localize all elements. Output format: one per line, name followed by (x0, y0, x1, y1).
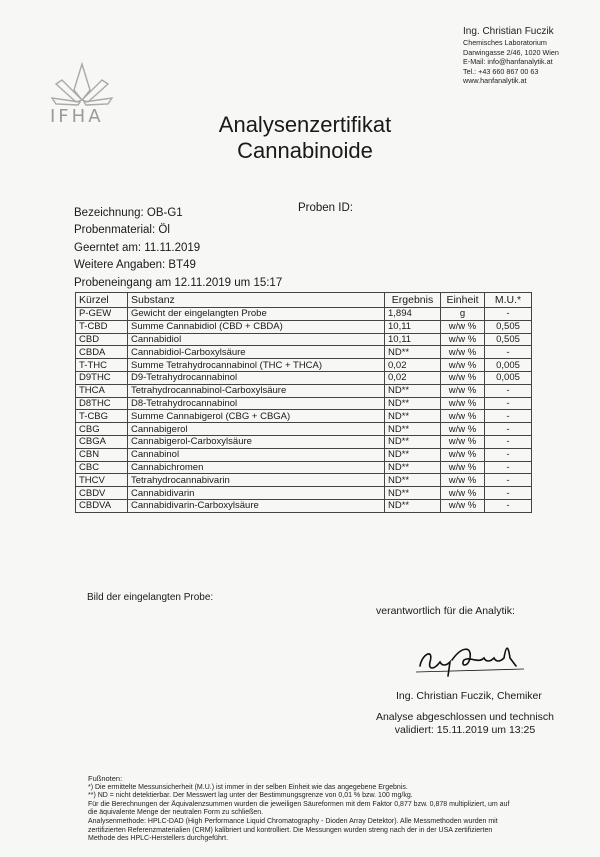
proben-id: Proben ID: (298, 202, 353, 214)
footnote-line: Analysenmethode: HPLC-DAD (High Performance Liquid Chromatography - Dioden Array Detektor). Alle Messmethoden wurden mit (88, 817, 498, 825)
table-row (76, 423, 532, 436)
lab-email: E-Mail: info@hanfanalytik.at (463, 57, 553, 67)
table-row (76, 448, 532, 461)
substanz-cell: Cannabigerol (128, 423, 385, 436)
ergebnis-cell: ND** (385, 487, 441, 500)
einheit-cell: w/w % (441, 333, 485, 346)
kuerzel-cell: CBN (76, 448, 128, 461)
footnote-line: Für die Berechnungen der Äquivalenzsummen wurden die jeweiligen Säureformen mit dem Faktor 0,877 bzw. 0,878 multipliziert, um auf (88, 800, 510, 808)
mu-cell: 0,505 (485, 320, 532, 333)
footnote-line: zertifizierten Referenzmaterialien (CRM) kalibriert und kontrolliert. Die Messungen wurden streng nach der in der USA zertifizierten (88, 826, 493, 834)
kuerzel-cell: CBDVA (76, 499, 128, 512)
geerntet: Geerntet am: 11.11.2019 (74, 241, 201, 254)
analysis-validation (0, 711, 600, 737)
ergebnis-cell: ND** (385, 461, 441, 474)
substanz-cell: Cannabidiol (128, 333, 385, 346)
substanz-cell: D9-Tetrahydrocannabinol (128, 371, 385, 384)
substanz-cell: Summe Cannabidiol (CBD + CBDA) (128, 320, 385, 333)
responsible-label: verantwortlich für die Analytik: (376, 605, 515, 617)
table-row (76, 308, 532, 321)
header-substanz: Substanz (128, 293, 385, 308)
mu-cell: 0,505 (485, 333, 532, 346)
kuerzel-cell: THCA (76, 384, 128, 397)
table-row (76, 435, 532, 448)
footnote-line: Methode des HPLC-Herstellers durchgeführt. (88, 835, 229, 843)
kuerzel-cell: CBG (76, 423, 128, 436)
substanz-cell: Cannabidiol-Carboxylsäure (128, 346, 385, 359)
analysis-line-1: Analyse abgeschlossen und technisch (375, 711, 555, 723)
header-mu: M.U.* (485, 293, 532, 308)
ergebnis-cell: ND** (385, 397, 441, 410)
mu-cell: - (485, 308, 532, 321)
substanz-cell: Cannabidivarin-Carboxylsäure (128, 499, 385, 512)
mu-cell: - (485, 397, 532, 410)
ergebnis-cell: 1,894 (385, 308, 441, 321)
mu-cell: 0,005 (485, 359, 532, 372)
title-line-1: Analysenzertifikat (218, 112, 392, 137)
einheit-cell: w/w % (441, 346, 485, 359)
mu-cell: - (485, 423, 532, 436)
mu-cell: - (485, 461, 532, 474)
mu-cell: - (485, 474, 532, 487)
mu-cell: - (485, 487, 532, 500)
lab-name: Ing. Christian Fuczik (463, 26, 554, 37)
substanz-cell: Gewicht der eingelangten Probe (128, 308, 385, 321)
einheit-cell: w/w % (441, 320, 485, 333)
ergebnis-cell: ND** (385, 384, 441, 397)
kuerzel-cell: D8THC (76, 397, 128, 410)
weitere-angaben: Weitere Angaben: BT49 (74, 259, 196, 272)
table-row (76, 371, 532, 384)
ergebnis-cell: ND** (385, 474, 441, 487)
table-row (76, 359, 532, 372)
ergebnis-cell: 10,11 (385, 320, 441, 333)
kuerzel-cell: CBDV (76, 487, 128, 500)
table-row (76, 346, 532, 359)
header-ergebnis: Ergebnis (385, 293, 441, 308)
kuerzel-cell: T-THC (76, 359, 128, 372)
einheit-cell: w/w % (441, 435, 485, 448)
signature (412, 636, 532, 681)
ergebnis-cell: 10,11 (385, 333, 441, 346)
kuerzel-cell: CBD (76, 333, 128, 346)
analysis-line-2: validiert: 15.11.2019 um 13:25 (394, 724, 536, 736)
einheit-cell: w/w % (441, 410, 485, 423)
ergebnis-cell: 0,02 (385, 359, 441, 372)
footnotes (88, 775, 598, 844)
lab-line: Chemisches Laboratorium (463, 38, 547, 47)
mu-cell: - (485, 499, 532, 512)
mu-cell: - (485, 346, 532, 359)
substanz-cell: Tetrahydrocannabinol-Carboxylsäure (128, 384, 385, 397)
einheit-cell: w/w % (441, 474, 485, 487)
sample-image-label: Bild der eingelangten Probe: (87, 592, 214, 603)
kuerzel-cell: P-GEW (76, 308, 128, 321)
einheit-cell: w/w % (441, 359, 485, 372)
footnote-line: die äquivalente Menge der neutralen Form zu schließen. (88, 809, 264, 817)
substanz-cell: Tetrahydrocannabivarin (128, 474, 385, 487)
mu-cell: - (485, 384, 532, 397)
probeneingang: Probeneingang am 12.11.2019 um 15:17 (74, 276, 283, 289)
ergebnis-cell: ND** (385, 499, 441, 512)
lab-phone: Tel.: +43 660 867 00 63 (463, 66, 539, 76)
mu-cell: - (485, 435, 532, 448)
lab-line: Darwingasse 2/46, 1020 Wien (463, 47, 559, 57)
kuerzel-cell: T-CBG (76, 410, 128, 423)
kuerzel-cell: D9THC (76, 371, 128, 384)
einheit-cell: w/w % (441, 384, 485, 397)
table-row (76, 410, 532, 423)
substanz-cell: Summe Cannabigerol (CBG + CBGA) (128, 410, 385, 423)
einheit-cell: w/w % (441, 461, 485, 474)
header-kuerzel: Kürzel (76, 293, 128, 308)
mu-cell: - (485, 410, 532, 423)
table-row (76, 461, 532, 474)
substanz-cell: D8-Tetrahydrocannabinol (128, 397, 385, 410)
substanz-cell: Summe Tetrahydrocannabinol (THC + THCA) (128, 359, 385, 372)
ergebnis-cell: ND** (385, 435, 441, 448)
einheit-cell: w/w % (441, 448, 485, 461)
einheit-cell: w/w % (441, 487, 485, 500)
table-row (76, 320, 532, 333)
einheit-cell: w/w % (441, 397, 485, 410)
table-header-row (76, 293, 532, 308)
bezeichnung: Bezeichnung: OB-G1 (74, 207, 183, 219)
table-row (76, 487, 532, 500)
sample-info (74, 205, 282, 292)
ergebnis-cell: ND** (385, 410, 441, 423)
ergebnis-cell: ND** (385, 423, 441, 436)
substanz-cell: Cannabigerol-Carboxylsäure (128, 435, 385, 448)
chemist-name: Ing. Christian Fuczik, Chemiker (396, 690, 542, 702)
kuerzel-cell: THCV (76, 474, 128, 487)
probenmaterial: Probenmaterial: Öl (74, 224, 170, 237)
ergebnis-cell: ND** (385, 448, 441, 461)
einheit-cell: w/w % (441, 371, 485, 384)
document-title (0, 112, 600, 164)
footnote-line: **) ND = nicht detektierbar. Der Messwert lag unter der Bestimmungsgrenze von 0,01 % bzw. 100 mg/kg. (88, 792, 413, 800)
logo-text: IFHA (50, 106, 104, 127)
table-row (76, 499, 532, 512)
mu-cell: 0,005 (485, 371, 532, 384)
ergebnis-cell: 0,02 (385, 371, 441, 384)
kuerzel-cell: CBC (76, 461, 128, 474)
substanz-cell: Cannabichromen (128, 461, 385, 474)
mu-cell: - (485, 448, 532, 461)
table-row (76, 397, 532, 410)
substanz-cell: Cannabidivarin (128, 487, 385, 500)
kuerzel-cell: CBDA (76, 346, 128, 359)
table-row (76, 333, 532, 346)
einheit-cell: g (441, 308, 485, 321)
kuerzel-cell: CBGA (76, 435, 128, 448)
table-row (76, 384, 532, 397)
footnotes-heading: Fußnoten: (88, 774, 123, 783)
title-line-2: Cannabinoide (237, 138, 373, 163)
substanz-cell: Cannabinol (128, 448, 385, 461)
results-table (75, 292, 532, 513)
footnote-line: *) Die ermittelte Messunsicherheit (M.U.) ist immer in der selben Einheit wie das angegebene Ergebnis. (88, 783, 408, 791)
kuerzel-cell: T-CBD (76, 320, 128, 333)
einheit-cell: w/w % (441, 423, 485, 436)
ergebnis-cell: ND** (385, 346, 441, 359)
einheit-cell: w/w % (441, 499, 485, 512)
header-einheit: Einheit (441, 293, 485, 308)
table-row (76, 474, 532, 487)
lab-website: www.hanfanalytik.at (463, 76, 527, 86)
lab-address-block (463, 25, 559, 86)
